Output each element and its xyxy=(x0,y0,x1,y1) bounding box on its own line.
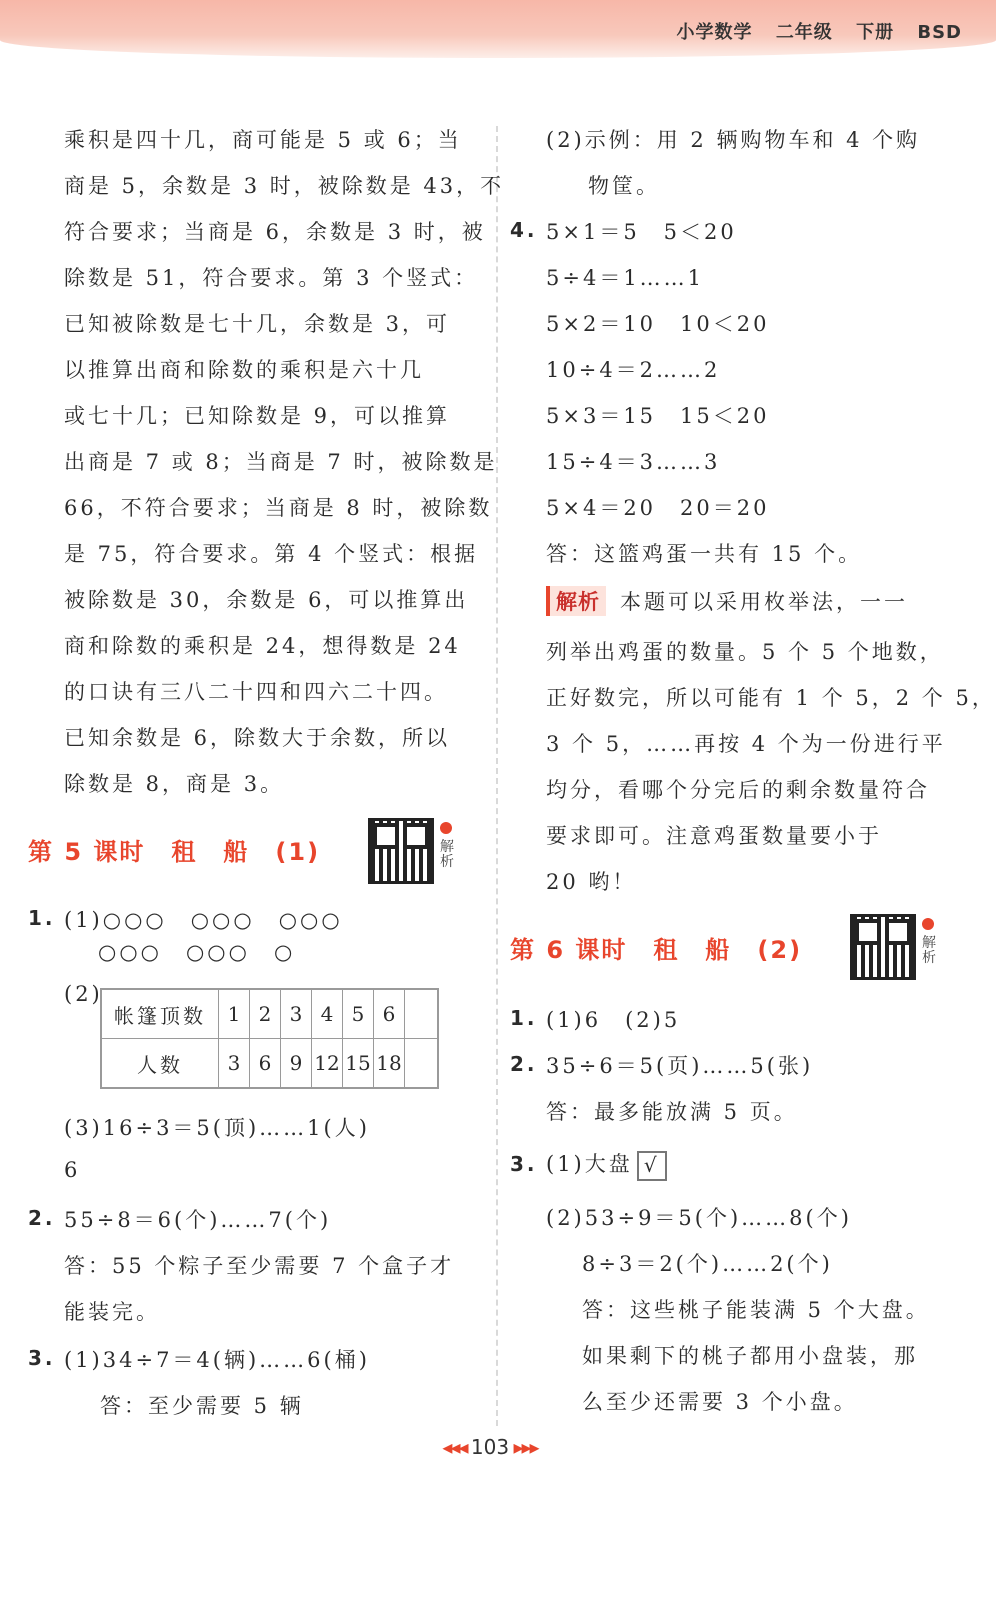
term-label: 下册 xyxy=(856,22,895,43)
question-number: 1. xyxy=(28,906,56,930)
subject-label: 小学数学 xyxy=(676,22,753,43)
table-head-cell: 人数 xyxy=(101,1039,219,1089)
table-cell: 3 xyxy=(281,989,312,1039)
explanation-line: 除数是 51，符合要求。第 3 个竖式： xyxy=(64,266,479,290)
q2-equation: 55÷8＝6(个)……7(个) xyxy=(64,1208,332,1232)
q4-step: 15÷4＝3……3 xyxy=(546,450,721,474)
qr-code-icon[interactable] xyxy=(368,818,434,884)
explanation-line: 以推算出商和除数的乘积是六十几 xyxy=(64,358,424,382)
a3-part1 xyxy=(546,1148,667,1181)
q1-part3: (3)16÷3＝5(顶)……1(人) xyxy=(64,1116,370,1140)
table-row xyxy=(101,989,438,1039)
analysis-line: 列举出鸡蛋的数量。5 个 5 个地数， xyxy=(546,640,944,664)
a3-answer: 么至少还需要 3 个小盘。 xyxy=(582,1390,858,1414)
page-number xyxy=(400,1435,580,1459)
q4-step: 10÷4＝2……2 xyxy=(546,358,721,382)
analysis-line: 正好数完，所以可能有 1 个 5，2 个 5， xyxy=(546,686,996,710)
q3-equation: (1)34÷7＝4(辆)……6(桶) xyxy=(64,1348,370,1372)
a1-answer: (1)6 (2)5 xyxy=(546,1008,681,1032)
analysis-line xyxy=(546,586,908,616)
question-number: 3. xyxy=(510,1152,538,1176)
q2-answer: 答：55 个粽子至少需要 7 个盒子才 xyxy=(64,1254,455,1278)
table-row xyxy=(101,1039,438,1089)
table-head-cell: 帐篷顶数 xyxy=(101,989,219,1039)
q1-part1-circles-row2: ○○○ ○○○ ○ xyxy=(98,940,296,964)
check-box: √ xyxy=(637,1151,667,1181)
table-cell: 6 xyxy=(250,1039,281,1089)
table-blank-cell xyxy=(405,1039,439,1089)
explanation-line: 是 75，符合要求。第 4 个竖式：根据 xyxy=(64,542,479,566)
q4-step: 5×2＝10 10＜20 xyxy=(546,312,770,336)
question-number: 2. xyxy=(28,1206,56,1230)
play-dot-icon xyxy=(440,822,452,834)
grade-label: 二年级 xyxy=(775,22,833,43)
a2-equation: 35÷6＝5(页)……5(张) xyxy=(546,1054,814,1078)
a3-part1-label: (1)大盘 xyxy=(546,1152,633,1176)
explanation-line: 被除数是 30，余数是 6，可以推算出 xyxy=(64,588,469,612)
table-cell: 9 xyxy=(281,1039,312,1089)
qr-label: 解析 xyxy=(922,935,936,966)
explanation-line: 或七十几；已知除数是 9，可以推算 xyxy=(64,404,451,428)
qr-label: 解析 xyxy=(440,839,454,870)
q4-step: 5÷4＝1……1 xyxy=(546,266,705,290)
q4-step: 5×1＝5 5＜20 xyxy=(546,220,737,244)
example-line: (2)示例：用 2 辆购物车和 4 个购 xyxy=(546,128,921,152)
table-cell: 1 xyxy=(219,989,250,1039)
table-cell: 5 xyxy=(343,989,374,1039)
explanation-line: 除数是 8，商是 3。 xyxy=(64,772,285,796)
lesson-5-title: 第 5 课时 租 船 (1) xyxy=(28,838,321,866)
a3-part2-step: 8÷3＝2(个)……2(个) xyxy=(582,1252,833,1276)
explanation-line: 符合要求；当商是 6，余数是 3 时，被 xyxy=(64,220,486,244)
table-cell: 18 xyxy=(374,1039,405,1089)
question-number: 4. xyxy=(510,218,538,242)
lesson-6-title: 第 6 课时 租 船 (2) xyxy=(510,936,803,964)
explanation-line: 乘积是四十几，商可能是 5 或 6；当 xyxy=(64,128,462,152)
q2-answer-cont: 能装完。 xyxy=(64,1300,160,1324)
analysis-line: 20 哟！ xyxy=(546,870,637,894)
question-number: 2. xyxy=(510,1052,538,1076)
example-line: 物筐。 xyxy=(588,174,660,198)
table-cell: 4 xyxy=(312,989,343,1039)
q1-part3-answer: 6 xyxy=(64,1158,81,1182)
page-number-text: 103 xyxy=(470,1435,510,1459)
analysis-line: 均分，看哪个分完后的剩余数量符合 xyxy=(546,778,930,802)
q3-answer: 答：至少需要 5 辆 xyxy=(100,1394,304,1418)
explanation-line: 的口诀有三八二十四和四六二十四。 xyxy=(64,680,448,704)
a3-part2: (2)53÷9＝5(个)……8(个) xyxy=(546,1206,852,1230)
play-dot-icon xyxy=(922,918,934,930)
column-divider xyxy=(496,126,498,1426)
analysis-line: 3 个 5，……再按 4 个为一份进行平 xyxy=(546,732,946,756)
table-blank-cell xyxy=(405,989,439,1039)
q4-step: 5×4＝20 20＝20 xyxy=(546,496,770,520)
table-cell: 12 xyxy=(312,1039,343,1089)
a2-answer: 答：最多能放满 5 页。 xyxy=(546,1100,798,1124)
left-arrows-icon: ◂◂◂ xyxy=(442,1435,471,1459)
explanation-line: 商是 5，余数是 3 时，被除数是 43，不 xyxy=(64,174,505,198)
analysis-tag: 解析 xyxy=(546,586,606,616)
question-number: 1. xyxy=(510,1006,538,1030)
explanation-line: 商和除数的乘积是 24，想得数是 24 xyxy=(64,634,461,658)
explanation-line: 66，不符合要求；当商是 8 时，被除数 xyxy=(64,496,493,520)
analysis-text: 本题可以采用枚举法，一一 xyxy=(620,590,908,614)
a3-answer: 答：这些桃子能装满 5 个大盘。 xyxy=(582,1298,930,1322)
table-cell: 6 xyxy=(374,989,405,1039)
a3-answer: 如果剩下的桃子都用小盘装，那 xyxy=(582,1344,918,1368)
right-arrows-icon: ▸▸▸ xyxy=(509,1435,538,1459)
q4-step: 5×3＝15 15＜20 xyxy=(546,404,770,428)
analysis-line: 要求即可。注意鸡蛋数量要小于 xyxy=(546,824,882,848)
explanation-line: 已知余数是 6，除数大于余数，所以 xyxy=(64,726,451,750)
explanation-line: 已知被除数是七十几，余数是 3，可 xyxy=(64,312,451,336)
question-number: 3. xyxy=(28,1346,56,1370)
q1-part1-circles: (1)○○○ ○○○ ○○○ xyxy=(64,908,343,932)
explanation-line: 出商是 7 或 8；当商是 7 时，被除数是 xyxy=(64,450,498,474)
table-cell: 15 xyxy=(343,1039,374,1089)
q1-part2-label: (2) xyxy=(64,982,103,1006)
table-cell: 3 xyxy=(219,1039,250,1089)
q4-answer: 答：这篮鸡蛋一共有 15 个。 xyxy=(546,542,863,566)
qr-code-icon[interactable] xyxy=(850,914,916,980)
book-info xyxy=(661,18,962,44)
tent-people-table xyxy=(100,988,439,1089)
edition-label: BSD xyxy=(917,22,962,43)
table-cell: 2 xyxy=(250,989,281,1039)
